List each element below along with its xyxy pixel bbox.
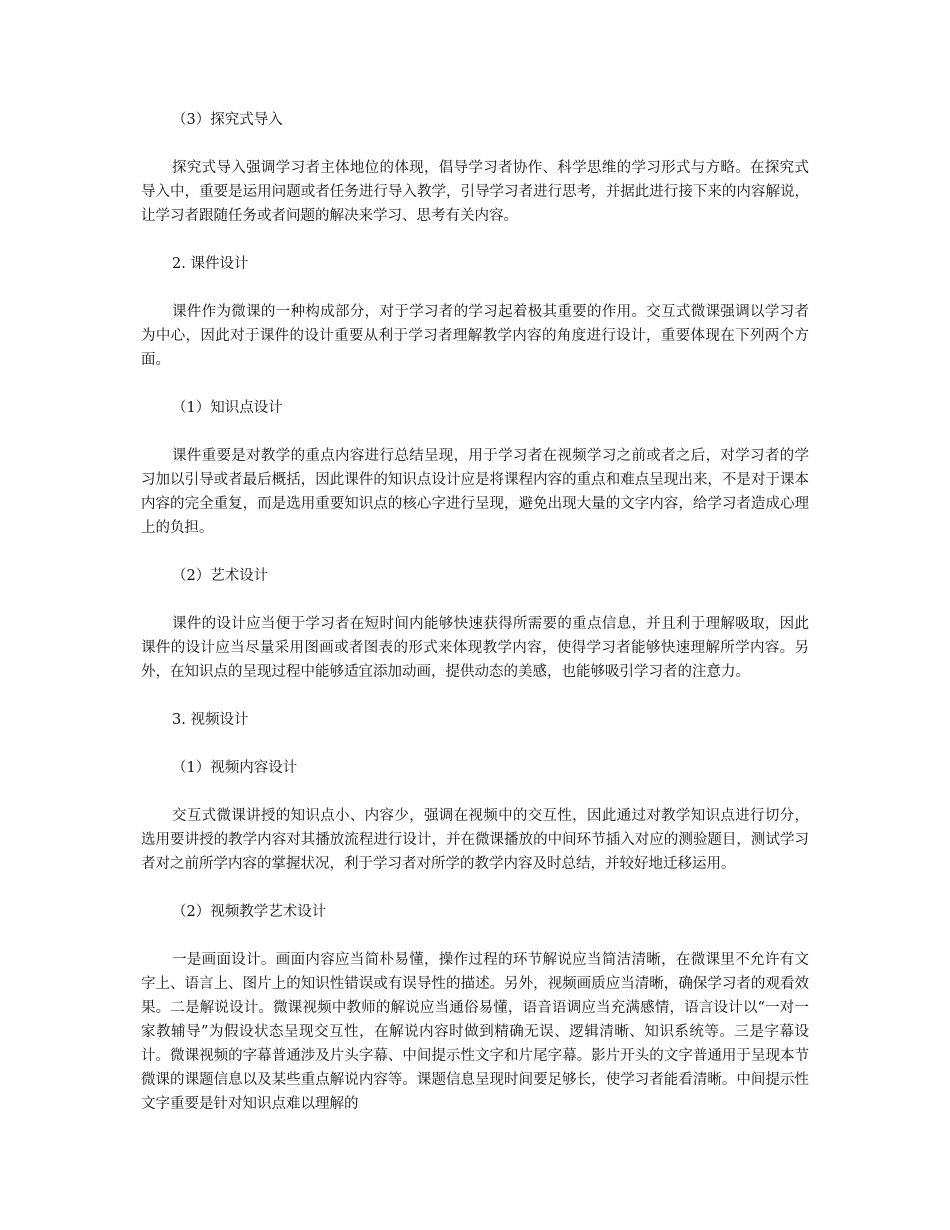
section-heading: （1）视频内容设计 — [172, 760, 298, 776]
body-paragraph: 一是画面设计。画面内容应当简朴易懂，操作过程的环节解说应当简洁清晰，在微课里不允许有文字上、语言上、图片上的知识性错误或有误导性的描述。另外，视频画质应当清晰，确保学习者的观看效果。二是解说设计。微课视频中教师的解说应当通俗易懂，语音语调应当充满感情，语言设计以“一对一家教辅导”为假设状态呈现交互性，在解说内容时做到精确无误、逻辑清晰、知识系统等。三是字幕设计。微课视频的字幕普通涉及片头字幕、中间提示性文字和片尾字幕。影片开头的文字普通用于呈现本节微课的课题信息以及某些重点解说内容等。课题信息呈现时间要足够长，使学习者能看清晰。中间提示性文字重要是针对知识点难以理解的 — [141, 952, 809, 1112]
document-body — [141, 108, 809, 1140]
section-heading: （1）知识点设计 — [172, 400, 283, 416]
body-paragraph: 交互式微课讲授的知识点小、内容少，强调在视频中的交互性，因此通过对教学知识点进行切分，选用要讲授的教学内容对其播放流程进行设计，并在微课播放的中间环节插入对应的测验题目，测试学习者对之前所学内容的掌握状况，利于学习者对所学的教学内容及时总结，并较好地迁移运用。 — [141, 808, 809, 872]
body-paragraph: 课件的设计应当便于学习者在短时间内能够快速获得所需要的重点信息，并且利于理解吸取，因此课件的设计应当尽量采用图画或者图表的形式来体现教学内容，使得学习者能够快速理解所学内容。另外，在知识点的呈现过程中能够适宜添加动画，提供动态的美感，也能够吸引学习者的注意力。 — [141, 616, 809, 680]
section-heading: 2. 课件设计 — [172, 256, 249, 272]
section-heading: 3. 视频设计 — [172, 712, 249, 728]
section-heading: （2）艺术设计 — [172, 568, 269, 584]
body-paragraph: 探究式导入强调学习者主体地位的体现，倡导学习者协作、科学思维的学习形式与方略。在探究式导入中，重要是运用问题或者任务进行导入教学，引导学习者进行思考，并据此进行接下来的内容解说，让学习者跟随任务或者问题的解决来学习、思考有关内容。 — [141, 160, 809, 224]
body-paragraph: 课件作为微课的一种构成部分，对于学习者的学习起着极其重要的作用。交互式微课强调以学习者为中心，因此对于课件的设计重要从利于学习者理解教学内容的角度进行设计，重要体现在下列两个方面。 — [141, 304, 809, 368]
section-heading: （3）探究式导入 — [172, 112, 283, 128]
body-paragraph: 课件重要是对教学的重点内容进行总结呈现，用于学习者在视频学习之前或者之后，对学习者的学习加以引导或者最后概括，因此课件的知识点设计应是将课程内容的重点和难点呈现出来，不是对于课本内容的完全重复，而是选用重要知识点的核心字进行呈现，避免出现大量的文字内容，给学习者造成心理上的负担。 — [141, 448, 809, 536]
section-heading: （2）视频教学艺术设计 — [172, 904, 327, 920]
